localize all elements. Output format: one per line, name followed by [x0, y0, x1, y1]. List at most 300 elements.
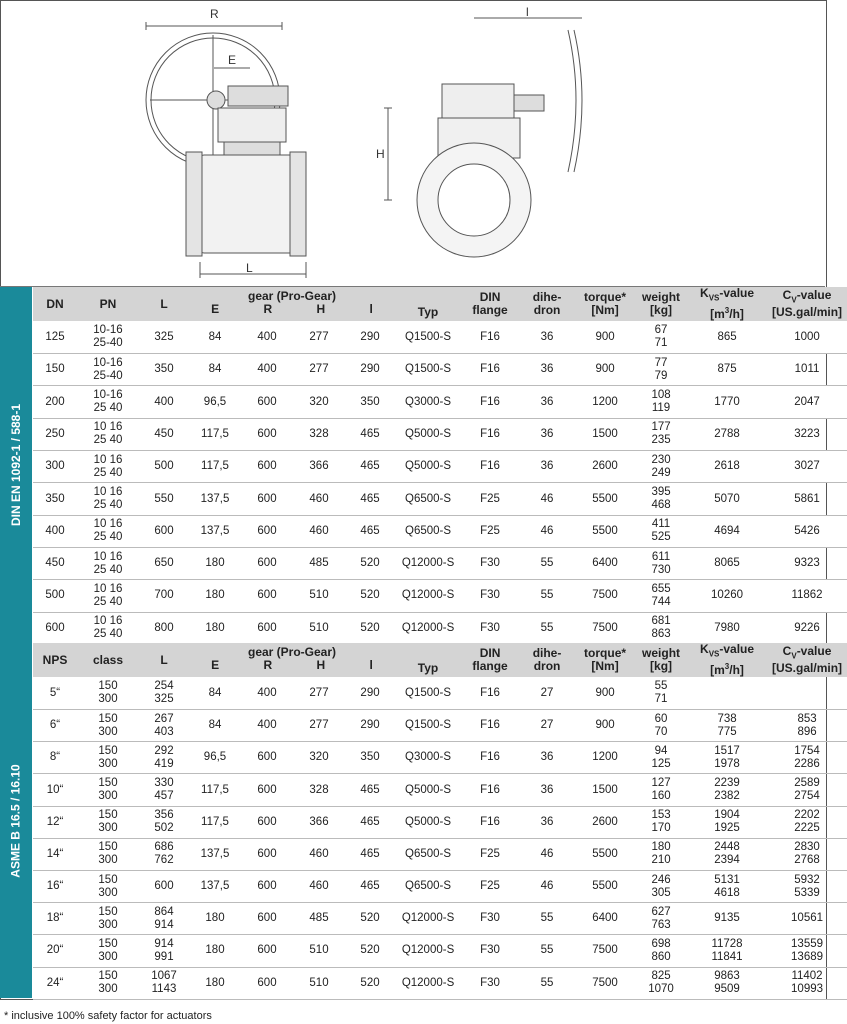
cell-r: 600	[257, 557, 277, 570]
cell-e: 137,5	[200, 524, 230, 537]
cell-dihedron: 36	[540, 815, 554, 828]
cell-weight: 611 730	[651, 550, 671, 576]
cell-cv: 1754 2286	[794, 744, 820, 770]
din-table-row	[33, 612, 847, 644]
cell-typ: Q5000-S	[405, 460, 452, 473]
cell-class: 150 300	[98, 680, 118, 706]
col-dihedron: dihe- dron	[532, 646, 562, 674]
cell-dihedron: 46	[540, 524, 554, 537]
asme-table-row	[33, 871, 847, 903]
cell-pn: 10 16 25 40	[93, 550, 123, 576]
cell-weight: 395 468	[651, 486, 671, 512]
cell-typ: Q5000-S	[405, 783, 452, 796]
cell-kvs: 2239 2382	[714, 777, 740, 803]
cell-torque: 6400	[592, 557, 618, 570]
col-gear: gear (Pro-Gear) E R H l	[211, 289, 373, 317]
cell-typ: Q6500-S	[405, 847, 452, 860]
col-torque: torque* [Nm]	[584, 646, 627, 674]
dim-label-h: H	[376, 147, 385, 161]
cell-weight: 55 71	[654, 680, 668, 706]
cell-torque: 1200	[592, 751, 618, 764]
col-l: L	[160, 652, 168, 667]
cell-e: 137,5	[200, 847, 230, 860]
cell-dihedron: 55	[540, 589, 554, 602]
cell-cv: 5426	[794, 524, 820, 537]
din-table	[33, 287, 847, 645]
cell-h: 460	[309, 524, 329, 537]
cell-e: 96,5	[203, 751, 227, 764]
cell-r: 600	[257, 815, 277, 828]
cell-flange: F25	[480, 880, 500, 893]
cell-typ: Q1500-S	[405, 686, 452, 699]
cell-typ: Q5000-S	[405, 815, 452, 828]
cell-class: 150 300	[98, 937, 118, 963]
col-din-flange: DIN flange	[472, 290, 508, 318]
asme-table-row	[33, 967, 847, 999]
cell-cv: 1000	[794, 330, 820, 343]
cell-flange: F16	[480, 427, 500, 440]
cell-dn: 125	[45, 330, 65, 343]
cell-l: 1067 1143	[151, 970, 177, 996]
cell-lower-l: 465	[360, 492, 380, 505]
cell-dihedron: 55	[540, 976, 554, 989]
cell-l: 350	[154, 363, 174, 376]
cell-typ: Q5000-S	[405, 427, 452, 440]
cell-l: 800	[154, 621, 174, 634]
cell-torque: 7500	[592, 944, 618, 957]
cell-lower-l: 520	[360, 621, 380, 634]
cell-class: 150 300	[98, 873, 118, 899]
cell-l: 356 502	[154, 809, 174, 835]
cell-kvs: 7980	[714, 621, 740, 634]
cell-typ: Q3000-S	[405, 395, 452, 408]
cell-dn: 500	[45, 589, 65, 602]
cell-cv: 3223	[794, 427, 820, 440]
cell-dn: 450	[45, 557, 65, 570]
cell-dihedron: 46	[540, 492, 554, 505]
cell-nps: 5“	[49, 686, 61, 699]
cell-flange: F16	[480, 783, 500, 796]
cell-lower-l: 465	[360, 815, 380, 828]
cell-kvs: 9135	[714, 912, 740, 925]
cell-flange: F30	[480, 976, 500, 989]
cell-r: 600	[257, 751, 277, 764]
footnote: * inclusive 100% safety factor for actuators	[4, 1010, 212, 1022]
cell-kvs: 5070	[714, 492, 740, 505]
cell-typ: Q3000-S	[405, 751, 452, 764]
cell-r: 400	[257, 363, 277, 376]
cell-flange: F30	[480, 944, 500, 957]
din-table-row	[33, 418, 847, 450]
col-pn: PN	[99, 296, 117, 311]
cell-pn: 10 16 25 40	[93, 582, 123, 608]
din-table-row	[33, 580, 847, 612]
cell-weight: 108 119	[651, 389, 671, 415]
cell-nps: 14“	[46, 847, 64, 860]
cell-flange: F16	[480, 686, 500, 699]
cell-r: 600	[257, 944, 277, 957]
cell-torque: 2600	[592, 815, 618, 828]
cell-h: 510	[309, 589, 329, 602]
cell-l: 330 457	[154, 777, 174, 803]
cell-dihedron: 36	[540, 330, 554, 343]
cell-l: 292 419	[154, 744, 174, 770]
cell-typ: Q12000-S	[401, 912, 455, 925]
cell-nps: 24“	[46, 976, 64, 989]
col-weight: weight [kg]	[642, 290, 681, 318]
cell-r: 400	[257, 686, 277, 699]
cell-weight: 153 170	[651, 809, 671, 835]
cell-dihedron: 36	[540, 427, 554, 440]
cell-h: 510	[309, 976, 329, 989]
cell-torque: 6400	[592, 912, 618, 925]
cell-e: 84	[208, 686, 222, 699]
cell-flange: F30	[480, 912, 500, 925]
cell-r: 600	[257, 589, 277, 602]
cell-lower-l: 350	[360, 395, 380, 408]
col-cv: $C_V$-value [US.gal/min]	[772, 644, 843, 676]
cell-lower-l: 290	[360, 330, 380, 343]
cell-dihedron: 55	[540, 944, 554, 957]
col-weight: weight [kg]	[642, 646, 681, 674]
cell-e: 84	[208, 363, 222, 376]
col-cv: $C_V$-value [US.gal/min]	[772, 288, 843, 320]
cell-lower-l: 465	[360, 880, 380, 893]
cell-flange: F30	[480, 621, 500, 634]
cell-weight: 60 70	[654, 712, 668, 738]
cell-torque: 7500	[592, 976, 618, 989]
cell-kvs	[687, 677, 767, 709]
cell-weight: 127 160	[651, 777, 671, 803]
col-l: L	[160, 296, 168, 311]
cell-h: 320	[309, 395, 329, 408]
dim-label-e: E	[228, 53, 237, 67]
cell-cv: 1011	[794, 363, 820, 376]
asme-table-row	[33, 838, 847, 870]
dim-label-r: R	[210, 7, 219, 21]
cell-l: 550	[154, 492, 174, 505]
cell-h: 460	[309, 492, 329, 505]
cell-lower-l: 465	[360, 460, 380, 473]
cell-torque: 900	[595, 719, 615, 732]
cell-torque: 5500	[592, 524, 618, 537]
cell-cv: 2589 2754	[794, 777, 820, 803]
cell-dihedron: 36	[540, 751, 554, 764]
cell-e: 117,5	[201, 460, 229, 473]
col-kvs: $K_{VS}$-value $[m^3/h]$	[700, 642, 755, 678]
cell-pn: 10 16 25 40	[93, 486, 123, 512]
cell-e: 137,5	[200, 492, 230, 505]
cell-dn: 600	[45, 621, 65, 634]
cell-e: 180	[205, 944, 225, 957]
cell-e: 84	[208, 330, 222, 343]
din-header-row	[33, 287, 847, 321]
cell-r: 600	[257, 976, 277, 989]
cell-r: 600	[257, 880, 277, 893]
cell-weight: 681 863	[651, 615, 671, 641]
cell-e: 180	[205, 976, 225, 989]
cell-flange: F16	[480, 815, 500, 828]
col-nps: NPS	[42, 652, 68, 667]
cell-e: 117,5	[201, 815, 229, 828]
cell-dn: 350	[45, 492, 65, 505]
cell-flange: F16	[480, 751, 500, 764]
cell-kvs: 2448 2394	[714, 841, 740, 867]
cell-cv: 9226	[794, 621, 820, 634]
cell-dihedron: 55	[540, 912, 554, 925]
asme-table-row	[33, 710, 847, 742]
cell-kvs: 4694	[714, 524, 740, 537]
valve-drawing	[0, 0, 825, 287]
cell-class: 150 300	[98, 744, 118, 770]
cell-cv: 5932 5339	[794, 873, 820, 899]
col-typ: Typ	[417, 305, 439, 320]
din-table-row	[33, 354, 847, 386]
cell-dihedron: 36	[540, 783, 554, 796]
din-table-row	[33, 547, 847, 579]
cell-l: 864 914	[154, 905, 174, 931]
cell-typ: Q12000-S	[401, 621, 455, 634]
cell-l: 325	[154, 330, 174, 343]
cell-r: 600	[257, 912, 277, 925]
din-table-row	[33, 515, 847, 547]
cell-h: 510	[309, 621, 329, 634]
cell-nps: 20“	[46, 944, 64, 957]
cell-lower-l: 465	[360, 524, 380, 537]
cell-typ: Q12000-S	[401, 976, 455, 989]
cell-h: 277	[309, 719, 329, 732]
cell-h: 366	[309, 815, 329, 828]
asme-table-row	[33, 903, 847, 935]
cell-dihedron: 46	[540, 880, 554, 893]
cell-dihedron: 36	[540, 363, 554, 376]
din-table-row	[33, 483, 847, 515]
cell-typ: Q1500-S	[405, 330, 452, 343]
cell-class: 150 300	[98, 905, 118, 931]
cell-weight: 77 79	[654, 356, 668, 382]
cell-lower-l: 520	[360, 557, 380, 570]
cell-weight: 246 305	[651, 873, 671, 899]
cell-torque: 7500	[592, 621, 618, 634]
cell-torque: 5500	[592, 880, 618, 893]
cell-e: 137,5	[200, 880, 230, 893]
cell-e: 117,5	[201, 783, 229, 796]
cell-class: 150 300	[98, 809, 118, 835]
asme-table-row	[33, 935, 847, 967]
cell-e: 117,5	[201, 427, 229, 440]
cell-pn: 10 16 25 40	[93, 615, 123, 641]
asme-header-row	[33, 643, 847, 677]
cell-dn: 400	[45, 524, 65, 537]
cell-cv: 3027	[794, 460, 820, 473]
valve-drawing-svg	[0, 0, 825, 286]
cell-torque: 1200	[592, 395, 618, 408]
cell-flange: F25	[480, 492, 500, 505]
cell-kvs: 2788	[714, 427, 740, 440]
cell-e: 180	[205, 557, 225, 570]
asme-table-row	[33, 806, 847, 838]
cell-nps: 12“	[46, 815, 64, 828]
cell-cv: 11402 10993	[791, 970, 824, 996]
cell-weight: 230 249	[651, 453, 671, 479]
cell-pn: 10 16 25 40	[93, 518, 123, 544]
cell-kvs: 875	[717, 363, 737, 376]
col-dn: DN	[46, 296, 64, 311]
cell-dihedron: 55	[540, 621, 554, 634]
cell-kvs: 1770	[714, 395, 740, 408]
cell-nps: 6“	[49, 719, 61, 732]
cell-h: 277	[309, 330, 329, 343]
col-gear: gear (Pro-Gear) E R H l	[211, 645, 373, 673]
cell-flange: F16	[480, 395, 500, 408]
cell-r: 600	[257, 524, 277, 537]
cell-cv: 9323	[794, 557, 820, 570]
cell-cv: 13559 13689	[791, 937, 824, 963]
cell-h: 277	[309, 686, 329, 699]
cell-torque: 7500	[592, 589, 618, 602]
din-table-row	[33, 321, 847, 353]
cell-lower-l: 520	[360, 912, 380, 925]
cell-typ: Q1500-S	[405, 719, 452, 732]
cell-kvs: 8065	[714, 557, 740, 570]
cell-r: 600	[257, 783, 277, 796]
cell-h: 485	[309, 557, 329, 570]
cell-h: 366	[309, 460, 329, 473]
cell-pn: 10-16 25-40	[93, 356, 123, 382]
cell-weight: 655 744	[651, 582, 671, 608]
cell-r: 600	[257, 427, 277, 440]
cell-flange: F16	[480, 719, 500, 732]
cell-weight: 627 763	[651, 905, 671, 931]
asme-table-row	[33, 677, 847, 709]
cell-typ: Q6500-S	[405, 880, 452, 893]
cell-weight: 825 1070	[648, 970, 674, 996]
flange-bore	[438, 164, 510, 236]
din-side-label: DIN EN 1092-1 / 588-1	[0, 287, 32, 643]
cell-kvs: 865	[717, 330, 737, 343]
cell-h: 510	[309, 944, 329, 957]
cell-dn: 150	[45, 363, 65, 376]
cell-cv: 10561	[791, 912, 824, 925]
cell-h: 328	[309, 427, 329, 440]
cell-torque: 900	[595, 330, 615, 343]
cell-torque: 5500	[592, 492, 618, 505]
cell-lower-l: 290	[360, 363, 380, 376]
cell-nps: 18“	[46, 912, 64, 925]
asme-table-row	[33, 742, 847, 774]
cell-kvs: 11728 11841	[711, 937, 743, 963]
col-kvs: $K_{VS}$-value $[m^3/h]$	[700, 286, 755, 322]
col-torque: torque* [Nm]	[584, 290, 627, 318]
cell-typ: Q12000-S	[401, 944, 455, 957]
cell-l: 600	[154, 524, 174, 537]
cell-l: 400	[154, 395, 174, 408]
cell-lower-l: 465	[360, 783, 380, 796]
cell-cv: 11862	[791, 589, 823, 602]
cell-l: 650	[154, 557, 174, 570]
cell-kvs: 9863 9509	[714, 970, 740, 996]
cell-pn: 10-16 25 40	[93, 389, 123, 415]
cell-typ: Q6500-S	[405, 524, 452, 537]
col-typ: Typ	[417, 661, 439, 676]
col-din-flange: DIN flange	[472, 646, 508, 674]
cell-torque: 900	[595, 686, 615, 699]
cell-flange: F30	[480, 589, 500, 602]
cell-class: 150 300	[98, 841, 118, 867]
cell-dn: 250	[45, 427, 65, 440]
cell-kvs: 738 775	[717, 712, 737, 738]
cell-class: 150 300	[98, 970, 118, 996]
cell-h: 460	[309, 847, 329, 860]
cell-flange: F16	[480, 330, 500, 343]
cell-r: 600	[257, 460, 277, 473]
cell-nps: 16“	[46, 880, 64, 893]
cell-lower-l: 350	[360, 751, 380, 764]
cell-cv: 5861	[794, 492, 820, 505]
cell-flange: F25	[480, 847, 500, 860]
cell-dn: 300	[45, 460, 65, 473]
cell-weight: 698 860	[651, 937, 671, 963]
cell-r: 400	[257, 330, 277, 343]
cell-cv: 2830 2768	[794, 841, 820, 867]
cell-dn: 200	[45, 395, 65, 408]
cell-torque: 5500	[592, 847, 618, 860]
cell-lower-l: 290	[360, 719, 380, 732]
cell-flange: F25	[480, 524, 500, 537]
din-table-row	[33, 386, 847, 418]
cell-e: 96,5	[203, 395, 227, 408]
cell-dihedron: 36	[540, 460, 554, 473]
col-class: class	[92, 652, 124, 667]
cell-e: 180	[205, 912, 225, 925]
cell-weight: 180 210	[651, 841, 671, 867]
cell-r: 600	[257, 492, 277, 505]
cell-torque: 1500	[592, 427, 618, 440]
cell-lower-l: 520	[360, 589, 380, 602]
cell-lower-l: 520	[360, 976, 380, 989]
cell-kvs: 1904 1925	[714, 809, 740, 835]
cell-l: 500	[154, 460, 174, 473]
cell-weight: 94 125	[651, 744, 671, 770]
cell-dihedron: 27	[540, 719, 554, 732]
cell-h: 277	[309, 363, 329, 376]
cell-cv: 2047	[794, 395, 820, 408]
cell-r: 600	[257, 621, 277, 634]
cell-pn: 10 16 25 40	[93, 453, 123, 479]
cell-torque: 1500	[592, 783, 618, 796]
din-table-row	[33, 451, 847, 483]
cell-h: 485	[309, 912, 329, 925]
col-dihedron: dihe- dron	[532, 290, 562, 318]
asme-side-label: ASME B 16.5 / 16.10	[0, 643, 32, 998]
cell-h: 328	[309, 783, 329, 796]
cell-weight: 177 235	[651, 421, 671, 447]
cell-nps: 10“	[46, 783, 64, 796]
cell-weight: 67 71	[654, 324, 668, 350]
cell-lower-l: 465	[360, 427, 380, 440]
cell-l: 600	[154, 880, 174, 893]
cell-cv: 853 896	[797, 712, 817, 738]
cell-lower-l: 520	[360, 944, 380, 957]
cell-e: 180	[205, 621, 225, 634]
cell-cv: 2202 2225	[794, 809, 820, 835]
asme-table-row	[33, 774, 847, 806]
cell-lower-l: 290	[360, 686, 380, 699]
cell-pn: 10-16 25-40	[93, 324, 123, 350]
cell-l: 254 325	[154, 680, 174, 706]
cell-typ: Q12000-S	[401, 557, 455, 570]
cell-kvs: 2618	[714, 460, 740, 473]
